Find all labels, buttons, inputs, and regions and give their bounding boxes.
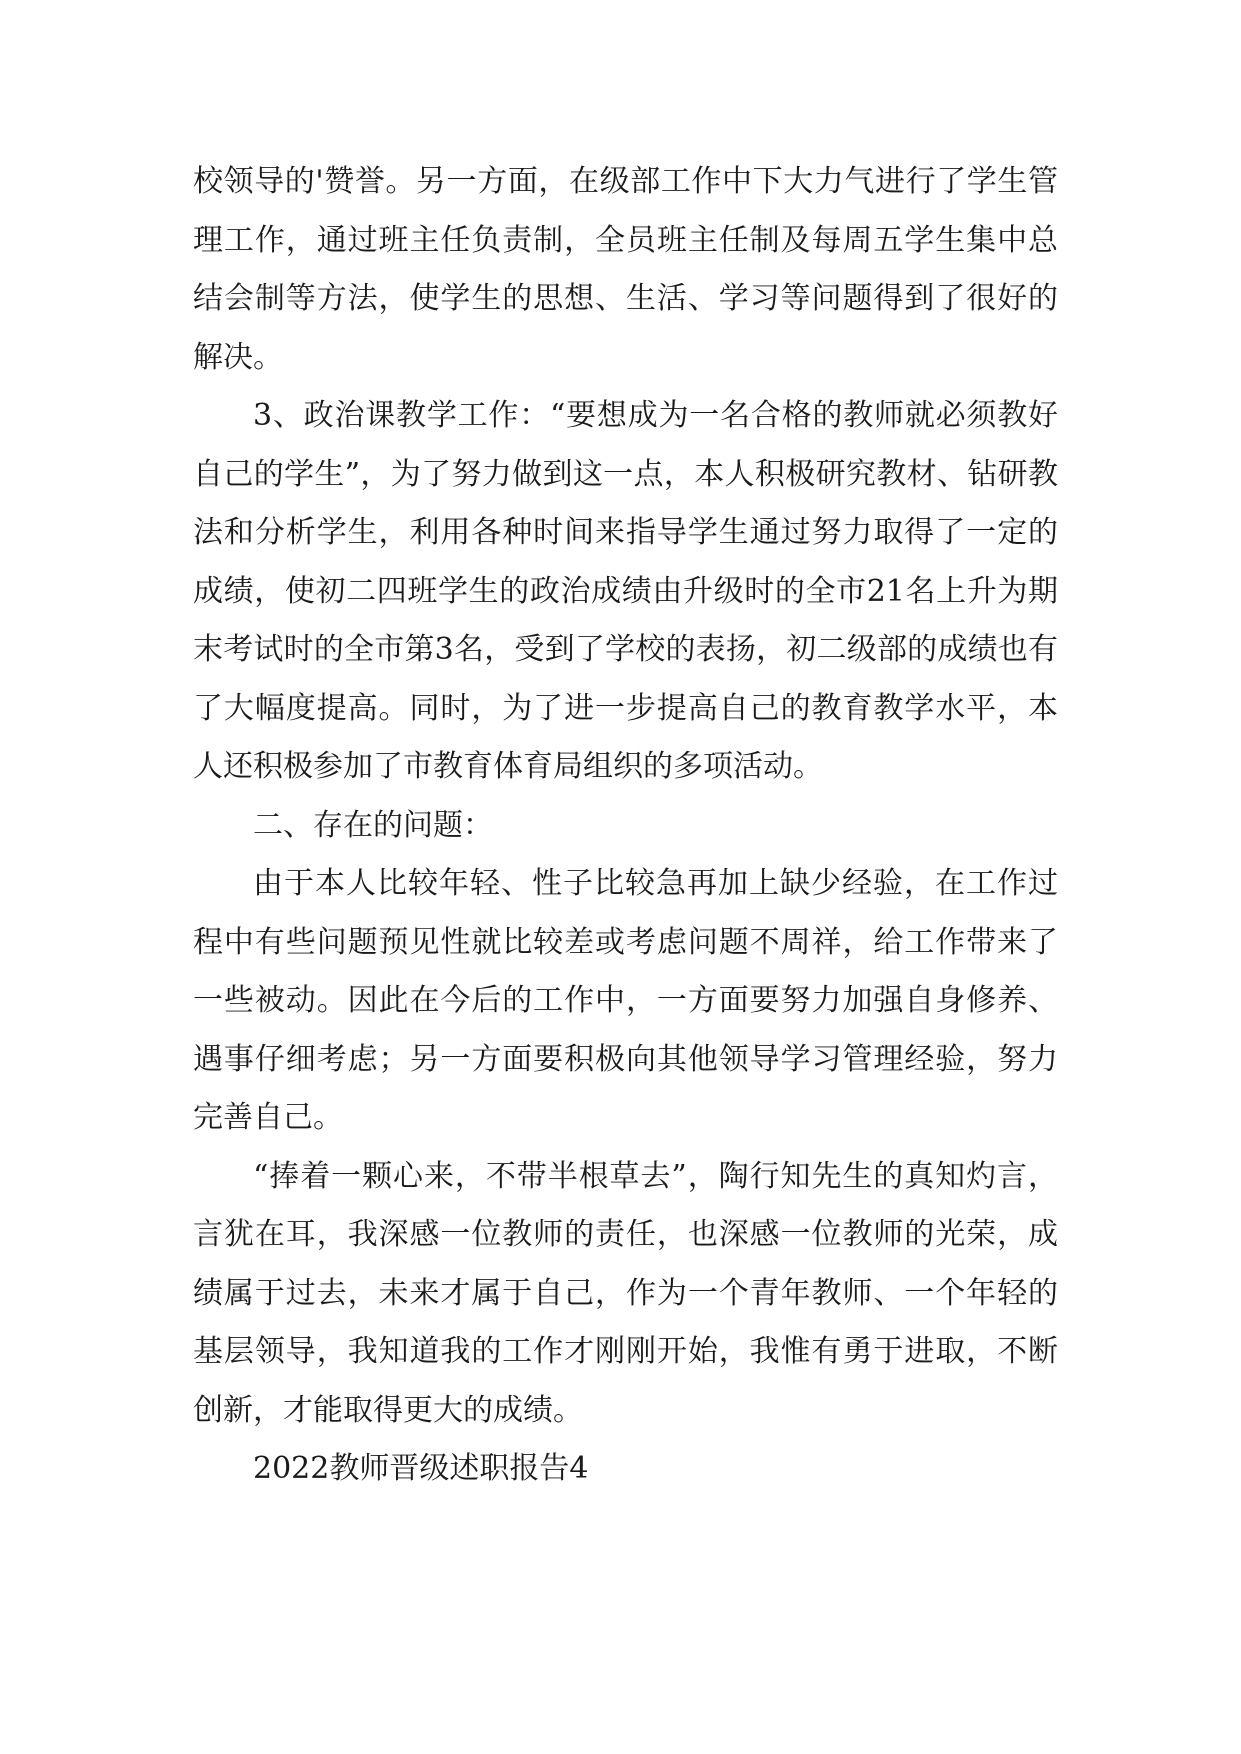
- paragraph-closing: “捧着一颗心来，不带半根草去”，陶行知先生的真知灼言，言犹在耳，我深感一位教师的责任，也深感一位教师的光荣，成绩属于过去，未来才属于自己，作为一个青年教师、一个年轻的基层领导，我知道我的工作才刚刚开始，我惟有勇于进取，不断创新，才能取得更大的成绩。: [193, 1158, 1058, 1428]
- document-page: [193, 153, 1058, 1499]
- paragraph-problems: 由于本人比较年轻、性子比较急再加上缺少经验，在工作过程中有些问题预见性就比较差或考虑问题不周祥，给工作带来了一些被动。因此在今后的工作中，一方面要努力加强自身修养、遇事仔细考虑；另一方面要积极向其他领导学习管理经验，努力完善自己。: [193, 866, 1058, 1135]
- next-report-title: 2022教师晋级述职报告4: [253, 1451, 589, 1486]
- paragraph-praise-and-management: 校领导的'赞誉。另一方面，在级部工作中下大力气进行了学生管理工作，通过班主任负责制，全员班主任制及每周五学生集中总结会制等方法，使学生的思想、生活、学习等问题得到了很好的解决。: [193, 164, 1058, 375]
- section-heading-problems: 二、存在的问题：: [253, 807, 493, 843]
- paragraph-politics-teaching: 3、政治课教学工作：“要想成为一名合格的教师就必须教好自己的学生”，为了努力做到这一点，本人积极研究教材、钻研教法和分析学生，利用各种时间来指导学生通过努力取得了一定的成绩，使初二四班学生的政治成绩由升级时的全市21名上升为期末考试时的全市第3名，受到了学校的表扬，初二级部的成绩也有了大幅度提高。同时，为了进一步提高自己的教育教学水平，本人还积极参加了市教育体育局组织的多项活动。: [193, 398, 1058, 784]
